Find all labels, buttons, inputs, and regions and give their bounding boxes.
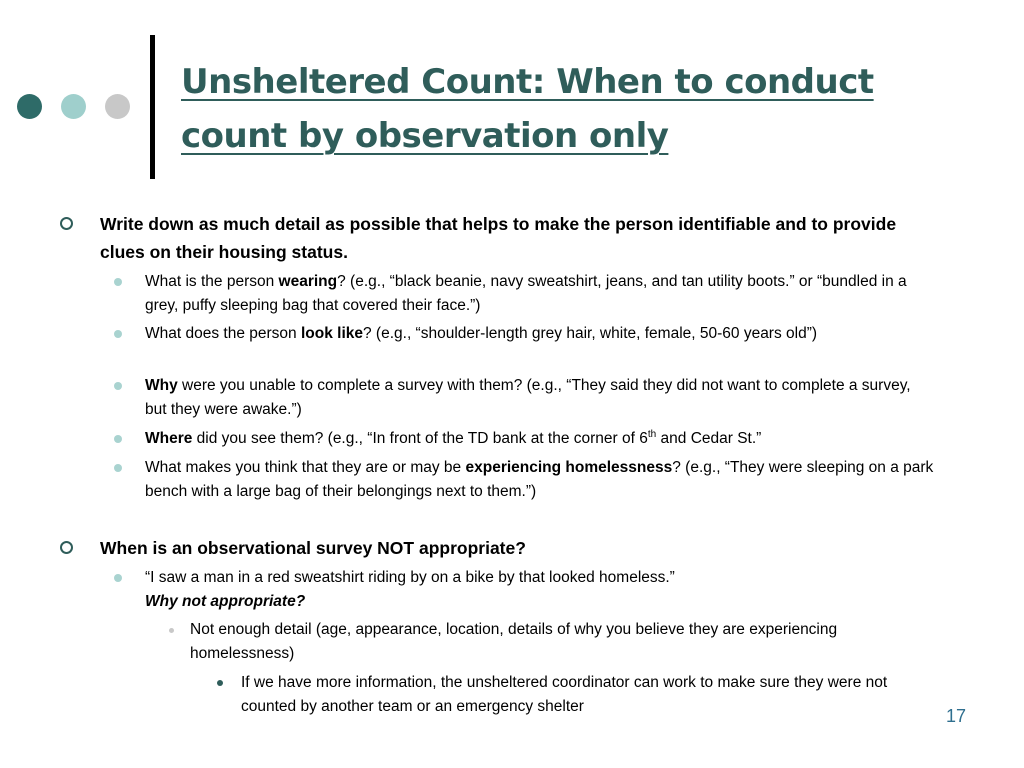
section-heading-text: When is an observational survey NOT appropriate? <box>100 538 526 558</box>
item-text: What is the person <box>145 273 279 290</box>
item-text: ? (e.g., “shoulder-length grey hair, white, female, 50-60 years old”) <box>363 325 818 342</box>
list-item-wearing <box>145 270 935 318</box>
decorative-dots <box>17 94 135 120</box>
list-item-example <box>145 566 935 614</box>
item-emphasis: experiencing homelessness <box>465 459 673 476</box>
item-text: ? (e.g., “black beanie, navy sweatshirt, jeans, and tan utility boots.” or “bundled in a grey, puffy sleeping bag that covered their face.”) <box>145 273 907 314</box>
item-text: ? (e.g., “They were sleeping on a park bench with a large bag of their belongings next to them.”) <box>145 459 934 500</box>
dot-bullet-icon <box>114 574 122 582</box>
dot-bullet-icon <box>114 435 122 443</box>
item-text: were you unable to complete a survey with them? (e.g., “They said they did not want to complete a survey, but they were awake.”) <box>145 377 911 418</box>
list-item-why <box>145 374 935 422</box>
ordinal-superscript: th <box>647 428 657 440</box>
dot-bullet-icon <box>114 464 122 472</box>
list-item-detail <box>241 671 921 719</box>
section-heading-not-appropriate <box>100 534 930 562</box>
list-item-homelessness <box>145 456 935 504</box>
list-item-reason <box>190 618 910 666</box>
title-line-2: count by observation only <box>181 116 669 156</box>
item-text: What does the person <box>145 325 301 342</box>
dot-bullet-icon <box>114 330 122 338</box>
section-heading-detail <box>100 210 930 266</box>
dot-bullet-icon <box>114 278 122 286</box>
section-heading-text: Write down as much detail as possible that helps to make the person identifiable and to provide clues on their housing status. <box>100 214 897 262</box>
item-text: and Cedar St.” <box>656 430 762 447</box>
title-line-1: Unsheltered Count: When to conduct <box>181 62 874 102</box>
item-text: What makes you think that they are or may be <box>145 459 466 476</box>
dot-bullet-icon <box>114 382 122 390</box>
dot-grey <box>105 94 130 119</box>
list-item-where <box>145 427 935 451</box>
small-dot-bullet-icon <box>169 628 174 633</box>
dot-dark <box>17 94 42 119</box>
dot-light <box>61 94 86 119</box>
item-emphasis: wearing <box>278 273 338 290</box>
ring-bullet-icon <box>60 541 73 554</box>
item-emphasis: Why <box>145 377 178 394</box>
why-not-label: Why not appropriate? <box>145 593 306 610</box>
ring-bullet-icon <box>60 217 73 230</box>
page-number: 17 <box>946 706 967 726</box>
item-emphasis: Where <box>145 430 193 447</box>
item-text: If we have more information, the unsheltered coordinator can work to make sure they were not counted by another team or an emergency shelter <box>241 674 888 715</box>
title-divider <box>150 35 155 179</box>
dark-dot-bullet-icon <box>217 680 223 686</box>
example-quote: “I saw a man in a red sweatshirt riding by on a bike by that looked homeless.” <box>145 569 675 586</box>
slide-title <box>181 55 981 163</box>
list-item-look-like <box>145 322 935 346</box>
item-emphasis: look like <box>300 325 363 342</box>
item-text: did you see them? (e.g., “In front of the TD bank at the corner of 6 <box>192 430 648 447</box>
item-text: Not enough detail (age, appearance, location, details of why you believe they are experiencing homelessness) <box>190 621 838 662</box>
